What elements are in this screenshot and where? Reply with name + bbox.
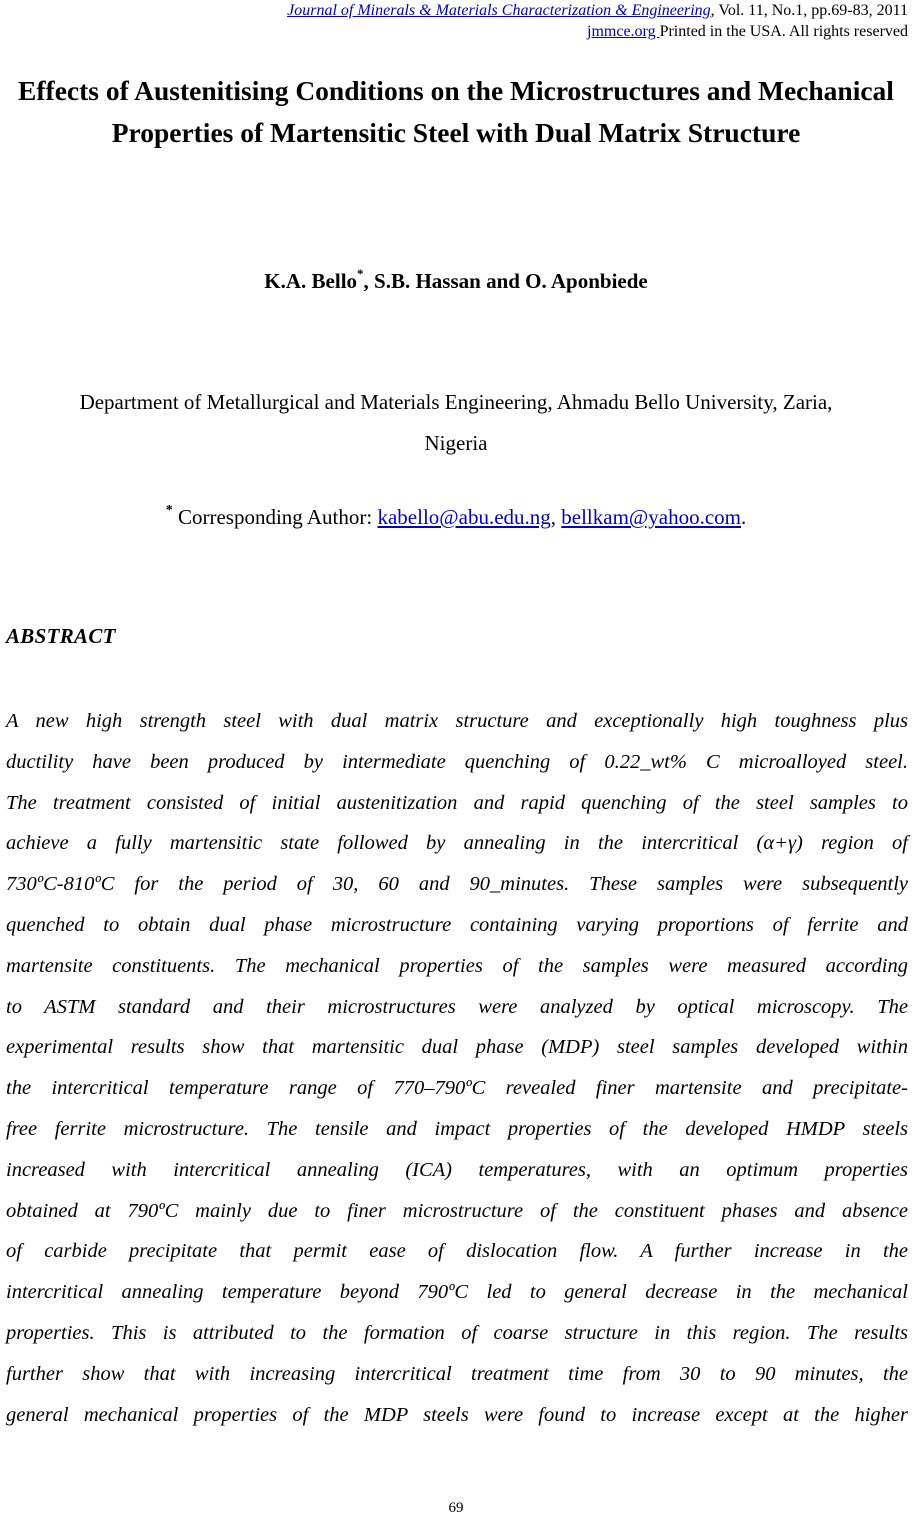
email-separator: , — [550, 505, 562, 529]
affiliation-line-1: Department of Metallurgical and Materials Engineering, Ahmadu Bello University, Zaria, — [79, 390, 833, 414]
title-line-2: Properties of Martensitic Steel with Dual Matrix Structure — [111, 117, 801, 148]
author-list — [0, 268, 912, 294]
running-header — [287, 0, 908, 42]
corresponding-asterisk: * — [165, 503, 173, 518]
corresponding-label: Corresponding Author: — [172, 505, 378, 529]
abstract-line: of carbide precipitate that permit ease of dislocation flow. A further increase in the — [6, 1240, 908, 1263]
abstract-line: ductility have been produced by intermediate quenching of 0.22_wt% C microalloyed steel. — [6, 750, 908, 773]
site-link[interactable]: jmmce.org — [587, 23, 660, 40]
abstract-body — [6, 701, 908, 1435]
header-rights-row — [287, 21, 908, 42]
header-citation-row — [287, 0, 908, 21]
email-link-1[interactable]: kabello@abu.edu.ng — [377, 505, 551, 529]
abstract-line: properties. This is attributed to the formation of coarse structure in this region. The results — [6, 1321, 908, 1344]
abstract-line: martensite constituents. The mechanical properties of the samples were measured according — [6, 954, 908, 977]
abstract-line: achieve a fully martensitic state followed by annealing in the intercritical (α+γ) region of — [6, 832, 908, 855]
abstract-line: increased with intercritical annealing (ICA) temperatures, with an optimum properties — [6, 1158, 908, 1181]
rights-text: Printed in the USA. All rights reserved — [659, 23, 908, 40]
corresponding-end: . — [741, 505, 747, 529]
abstract-line: 730ºC-810ºC for the period of 30, 60 and 90_minutes. These samples were subsequently — [6, 873, 908, 896]
corresponding-author — [0, 505, 912, 530]
abstract-line: obtained at 790ºC mainly due to finer microstructure of the constituent phases and absence — [6, 1199, 908, 1222]
abstract-line: further show that with increasing intercritical treatment time from 30 to 90 minutes, the — [6, 1362, 908, 1385]
page-number: 69 — [448, 1500, 464, 1516]
affiliation — [0, 382, 912, 464]
abstract-line: general mechanical properties of the MDP steels were found to increase except at the higher — [6, 1403, 908, 1426]
abstract-line: A new high strength steel with dual matrix structure and exceptionally high toughness plus — [6, 710, 908, 732]
email-link-2[interactable]: bellkam@yahoo.com — [561, 505, 741, 529]
journal-link[interactable]: Journal of Minerals & Materials Characterization & Engineering — [287, 2, 711, 19]
abstract-heading: ABSTRACT — [6, 624, 116, 648]
abstract-line: experimental results show that martensitic dual phase (MDP) steel samples developed within — [6, 1036, 908, 1059]
citation-text: , Vol. 11, No.1, pp.69-83, 2011 — [710, 2, 908, 19]
abstract-line: The treatment consisted of initial austenitization and rapid quenching of the steel samples to — [6, 791, 908, 814]
author-first: K.A. Bello — [264, 269, 358, 293]
affiliation-line-2: Nigeria — [424, 431, 488, 455]
abstract-line: to ASTM standard and their microstructures were analyzed by optical microscopy. The — [6, 995, 908, 1018]
abstract-line: quenched to obtain dual phase microstructure containing varying proportions of ferrite and — [6, 913, 908, 936]
title-line-1: Effects of Austenitising Conditions on the Microstructures and Mechanical — [18, 75, 894, 106]
abstract-line: free ferrite microstructure. The tensile and impact properties of the developed HMDP steels — [6, 1117, 908, 1140]
corresponding-mark: * — [357, 266, 364, 281]
abstract-line: the intercritical temperature range of 770–790ºC revealed finer martensite and precipitate- — [6, 1077, 908, 1100]
abstract-line: intercritical annealing temperature beyond 790ºC led to general decrease in the mechanical — [6, 1281, 908, 1304]
author-rest: , S.B. Hassan and O. Aponbiede — [363, 269, 648, 293]
paper-title — [0, 70, 912, 154]
